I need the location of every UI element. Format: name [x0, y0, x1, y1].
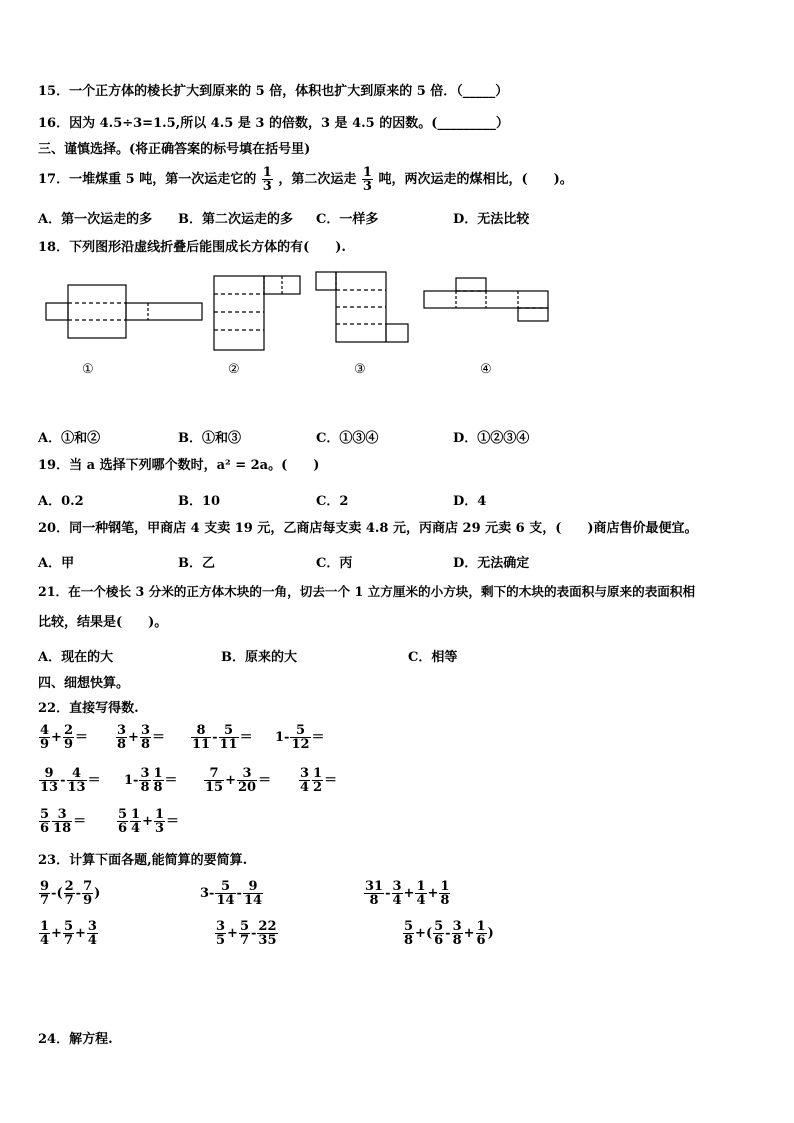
- question-22: 22．直接写得数.: [38, 701, 139, 716]
- q18-option-c[interactable]: C．①③④: [316, 431, 379, 446]
- q17-text-2: ，第二次运走: [278, 172, 357, 187]
- q22-expr-8: $\frac{3}{4}$ $\frac{1}{2}$ ＝: [300, 766, 338, 795]
- q23-expr-1: $\frac{9}{7}$ -( $\frac{2}{7}$ - $\frac{7}{9}$ ): [40, 879, 101, 908]
- net-1: [46, 285, 202, 338]
- net-4: [424, 278, 548, 321]
- question-23: 23．计算下面各题,能简算的要简算.: [38, 853, 248, 868]
- q19-option-d[interactable]: D．4: [453, 494, 487, 509]
- q23-expr-3: $\frac{31}{8}$ - $\frac{3}{4}$ + $\frac{1}{4}$ + $\frac{1}{8}$: [365, 879, 450, 908]
- q23-expr-5: $\frac{3}{5}$ + $\frac{5}{7}$ - $\frac{22}{35}$: [216, 919, 277, 948]
- question-18: 18．下列图形沿虚线折叠后能围成长方体的有( ).: [38, 240, 346, 255]
- q22-expr-6: 1- $\frac{3}{8}$ $\frac{1}{8}$ ＝: [124, 766, 178, 795]
- q22-expr-2: $\frac{3}{8}$ + $\frac{3}{8}$ ＝: [117, 723, 166, 752]
- q17-option-b[interactable]: B．第二次运走的多: [178, 212, 293, 227]
- q22-expr-4: 1- $\frac{5}{12}$ ＝: [275, 723, 325, 752]
- q17-text-3: 吨，两次运走的煤相比，( )。: [378, 172, 573, 187]
- q22-expr-10: $\frac{5}{6}$ $\frac{1}{4}$ + $\frac{1}{3}$ ＝: [118, 807, 180, 836]
- q20-option-d[interactable]: D．无法确定: [453, 556, 530, 571]
- q17-text-1: 17．一堆煤重 5 吨，第一次运走它的: [38, 172, 257, 187]
- question-15: 15．一个正方体的棱长扩大到原来的 5 倍，体积也扩大到原来的 5 倍．（_____）: [38, 84, 509, 99]
- question-16: 16．因为 4.5÷3=1.5,所以 4.5 是 3 的倍数，3 是 4.5 的因数。(_________）: [38, 116, 509, 131]
- q18-option-b[interactable]: B．①和③: [178, 431, 241, 446]
- net-label-2: ②: [228, 362, 240, 377]
- q19-option-a[interactable]: A．0.2: [38, 494, 84, 509]
- q17-fraction-2: $\frac{1}{3}$: [362, 165, 372, 194]
- q22-expr-5: $\frac{9}{13}$ - $\frac{4}{13}$ ＝: [40, 766, 101, 795]
- q20-option-b[interactable]: B．乙: [178, 556, 215, 571]
- question-17: [38, 166, 573, 194]
- q17-option-d[interactable]: D．无法比较: [453, 212, 530, 227]
- q19-option-c[interactable]: C．2: [316, 494, 349, 509]
- q20-option-c[interactable]: C．丙: [316, 556, 353, 571]
- box-nets-figure: [40, 262, 560, 354]
- net-2: [214, 276, 300, 350]
- q18-option-d[interactable]: D．①②③④: [453, 431, 530, 446]
- q23-expr-2: 3- $\frac{5}{14}$ - $\frac{9}{14}$: [200, 879, 263, 908]
- question-24: 24．解方程.: [38, 1032, 113, 1047]
- section-3-heading: 三、谨慎选择。(将正确答案的标号填在括号里): [38, 142, 311, 157]
- q23-expr-4: $\frac{1}{4}$ + $\frac{5}{7}$ + $\frac{3}{4}$: [40, 919, 97, 948]
- q19-option-b[interactable]: B．10: [178, 494, 221, 509]
- q22-expr-7: $\frac{7}{15}$ + $\frac{3}{20}$ ＝: [205, 766, 272, 795]
- q22-expr-1: $\frac{4}{9}$ + $\frac{2}{9}$ ＝: [40, 723, 89, 752]
- q21-option-b[interactable]: B．原来的大: [221, 650, 297, 665]
- q22-expr-9: $\frac{5}{6}$ $\frac{3}{18}$ ＝: [40, 807, 87, 836]
- q20-option-a[interactable]: A．甲: [38, 556, 75, 571]
- net-label-4: ④: [480, 362, 492, 377]
- question-20: 20．同一种钢笔，甲商店 4 支卖 19 元，乙商店每支卖 4.8 元，丙商店 29 元卖 6 支，( )商店售价最便宜。: [38, 521, 698, 536]
- q21-option-a[interactable]: A．现在的大: [38, 650, 114, 665]
- net-3: [316, 272, 408, 342]
- q17-fraction-1: $\frac{1}{3}$: [262, 165, 272, 194]
- q17-option-c[interactable]: C．一样多: [316, 212, 379, 227]
- question-21-line-1: 21．在一个棱长 3 分米的正方体木块的一角，切去一个 1 立方厘米的小方块，剩下的木块的表面积与原来的表面积相: [38, 584, 696, 599]
- q18-option-a[interactable]: A．①和②: [38, 431, 101, 446]
- net-label-3: ③: [354, 362, 366, 377]
- question-19: 19．当 a 选择下列哪个数时，a² = 2a。( ): [38, 458, 320, 473]
- q21-option-c[interactable]: C．相等: [408, 650, 458, 665]
- question-21-line-2: 比较，结果是( )。: [38, 615, 168, 630]
- q22-expr-3: $\frac{8}{11}$ - $\frac{5}{11}$ ＝: [192, 723, 253, 752]
- q23-expr-6: $\frac{5}{8}$ +( $\frac{5}{6}$ - $\frac{3}{8}$ + $\frac{1}{6}$ ): [404, 919, 494, 948]
- net-label-1: ①: [82, 362, 94, 377]
- q17-option-a[interactable]: A．第一次运走的多: [38, 212, 153, 227]
- section-4-heading: 四、细想快算。: [38, 676, 130, 691]
